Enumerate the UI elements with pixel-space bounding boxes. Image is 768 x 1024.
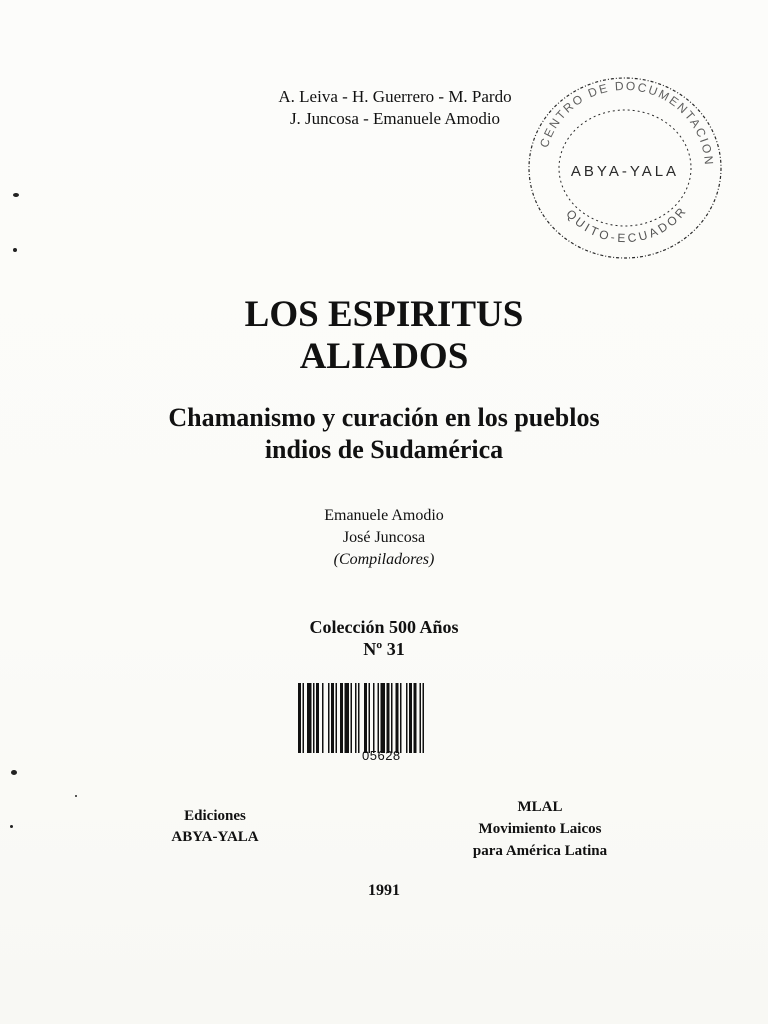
barcode-bar [378,683,380,753]
barcode-bar [303,683,305,753]
editor-name-1: Emanuele Amodio [324,507,444,524]
subtitle-line-2: indios de Sudamérica [264,435,504,464]
publisher-right-line-2: Movimiento Laicos [478,821,602,837]
barcode-bar [340,683,343,753]
barcode-bar [331,683,334,753]
scan-speck [10,825,13,828]
barcode-bar [381,683,386,753]
stamp-center-text: ABYA-YALA [570,163,680,180]
collection-block [0,616,768,660]
scan-speck [11,770,17,775]
authors-block [240,86,550,130]
barcode-bar [298,683,301,753]
barcode-bar [373,683,375,753]
publisher-right-line-3: para América Latina [472,843,608,859]
barcode-bar [355,683,357,753]
barcode-bar [364,683,367,753]
library-stamp [520,68,730,268]
editors-role: (Compiladores) [333,551,435,568]
collection-number: Nº 31 [363,639,405,659]
publisher-mlal [440,796,640,862]
barcode-bar [313,683,315,753]
barcode-bar [336,683,338,753]
barcode-bar [322,683,324,753]
barcode-bar [400,683,402,753]
barcode-bar [328,683,330,753]
collection-name: Colección 500 Años [309,617,459,637]
barcode-bar [409,683,412,753]
barcode-bar [420,683,422,753]
scan-speck [13,248,17,252]
barcode-bar [316,683,319,753]
barcode-bar [406,683,408,753]
barcode-bar [369,683,371,753]
title-line-1: LOS ESPIRITUS [244,294,524,335]
barcode-bar [345,683,350,753]
barcode-bar [307,683,312,753]
stamp-ring-bottom-text: QUITO-ECUADOR [563,202,691,246]
barcode-bar [387,683,390,753]
scan-speck [75,795,77,797]
stamp-ring-top-text: CENTRO DE DOCUMENTACION [536,78,717,168]
publisher-left-line-2: ABYA-YALA [171,829,259,845]
barcode-bar [414,683,417,753]
publication-year: 1991 [368,882,400,899]
barcode-bar [396,683,399,753]
barcode-bar [351,683,353,753]
barcode-bar [391,683,393,753]
book-title [0,294,768,378]
title-line-2: ALIADOS [299,336,469,377]
authors-line-2: J. Juncosa - Emanuele Amodio [289,109,501,128]
book-subtitle [0,402,768,466]
svg-text:CENTRO DE DOCUMENTACION [537,79,716,167]
editors-block [0,505,768,571]
editor-name-2: José Juncosa [342,529,426,546]
subtitle-line-1: Chamanismo y curación en los pueblos [168,403,600,432]
publisher-right-line-1: MLAL [517,799,563,815]
scan-speck [13,193,19,197]
barcode-number: 05628 [362,748,401,763]
barcode [296,683,472,753]
publisher-abya-yala [140,806,290,848]
authors-line-1: A. Leiva - H. Guerrero - M. Pardo [278,87,512,106]
barcode-bar [358,683,360,753]
barcode-bar [423,683,425,753]
svg-text:QUITO-ECUADOR [563,203,690,245]
publisher-left-line-1: Ediciones [184,808,246,824]
